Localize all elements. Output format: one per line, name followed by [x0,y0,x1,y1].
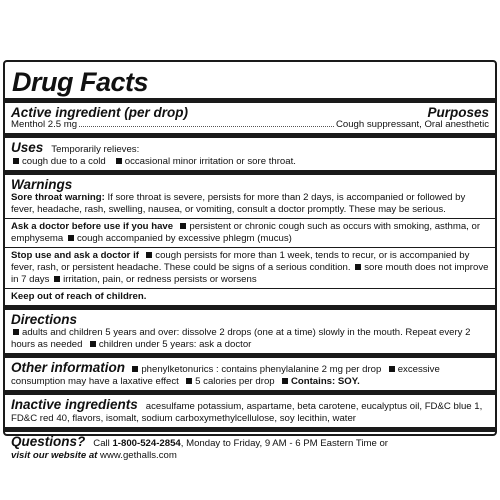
hours-text: , Monday to Friday, 9 AM - 6 PM Eastern Time or [180,438,388,449]
stop-use-block [11,248,489,288]
bullet-icon [90,341,96,347]
bullet-icon [355,264,361,270]
sore-throat-text: If sore throat is severe, persists for more than 2 days, is accompanied or followed by fever, headache, rash, swelling, nausea, or vomiting, consult a doctor promptly. These may be serious. [11,192,466,215]
bullet-icon [186,378,192,384]
other-info-item: excessive consumption may have a laxative effect [11,364,440,387]
website-link[interactable]: www.gethalls.com [100,450,177,461]
directions-item: adults and children 5 years and over: dissolve 2 drops (one at a time) slowly in the mouth. Repeat every 2 hours as needed [11,327,471,350]
active-ingredient-heading: Active ingredient (per drop) [11,105,189,120]
other-info-section [11,358,489,390]
uses-item: occasional minor irritation or sore throat. [124,156,296,167]
inactive-section [11,395,489,427]
ask-doctor-item: persistent or chronic cough such as occurs with smoking, asthma, or emphysema [11,221,481,244]
questions-section [11,432,489,464]
bullet-icon [389,366,395,372]
bullet-icon [13,158,19,164]
questions-heading: Questions? [11,434,86,449]
directions-item: children under 5 years: ask a doctor [98,339,252,350]
ask-doctor-block [11,219,489,247]
uses-section [11,138,489,170]
ask-doctor-label: Ask a doctor before use if you have [11,221,174,232]
keep-out-text: Keep out of reach of children. [11,291,147,302]
other-info-heading: Other information [11,360,125,375]
bullet-icon [146,252,152,258]
bullet-icon [132,366,138,372]
drug-facts-panel [3,60,497,461]
warnings-section [11,175,489,216]
bullet-icon [282,378,288,384]
inactive-heading: Inactive ingredients [11,397,138,412]
active-ingredient-section [11,103,489,133]
sore-throat-label: Sore throat warning: [11,192,105,203]
uses-item: cough due to a cold [22,156,106,167]
uses-intro: Temporarily relieves: [51,144,140,155]
bullet-icon [68,235,74,241]
directions-heading: Directions [11,312,78,327]
dot-leader [79,126,334,127]
bullet-icon [54,276,60,282]
bullet-icon [116,158,122,164]
ask-doctor-item: cough accompanied by excessive phlegm (mucus) [76,233,292,244]
ingredient-name: Menthol 2.5 mg [11,119,78,130]
stop-use-label: Stop use and ask a doctor if [11,250,139,261]
warnings-heading: Warnings [11,177,73,192]
visit-label: visit our website at [11,450,98,461]
bullet-icon [180,223,186,229]
panel-title: Drug Facts [12,67,149,97]
stop-use-item: irritation, pain, or redness persists or worsens [63,274,257,285]
uses-heading: Uses [11,140,44,155]
contains-soy: Contains: SOY. [290,376,360,387]
bullet-icon [13,329,19,335]
phone-number: 1-800-524-2854 [112,438,181,449]
inactive-text: acesulfame potassium, aspartame, beta carotene, eucalyptus oil, FD&C blue 1, FD&C red 40, flavors, isomalt, sodium carboxymethylcellulose, soy lecithin, water [11,401,483,424]
call-label: Call [93,438,110,449]
directions-section [11,310,489,353]
ingredient-purpose: Cough suppressant, Oral anesthetic [335,119,489,130]
stop-use-item: sore mouth does not improve in 7 days [11,262,489,285]
stop-use-item: cough persists for more than 1 week, tends to recur, or is accompanied by fever, rash, or persistent headache. These could be signs of a serious condition. [11,250,470,273]
other-info-item: phenylketonurics : contains phenylalanine 2 mg per drop [141,364,382,375]
purposes-heading: Purposes [427,105,489,120]
other-info-item: 5 calories per drop [195,376,275,387]
